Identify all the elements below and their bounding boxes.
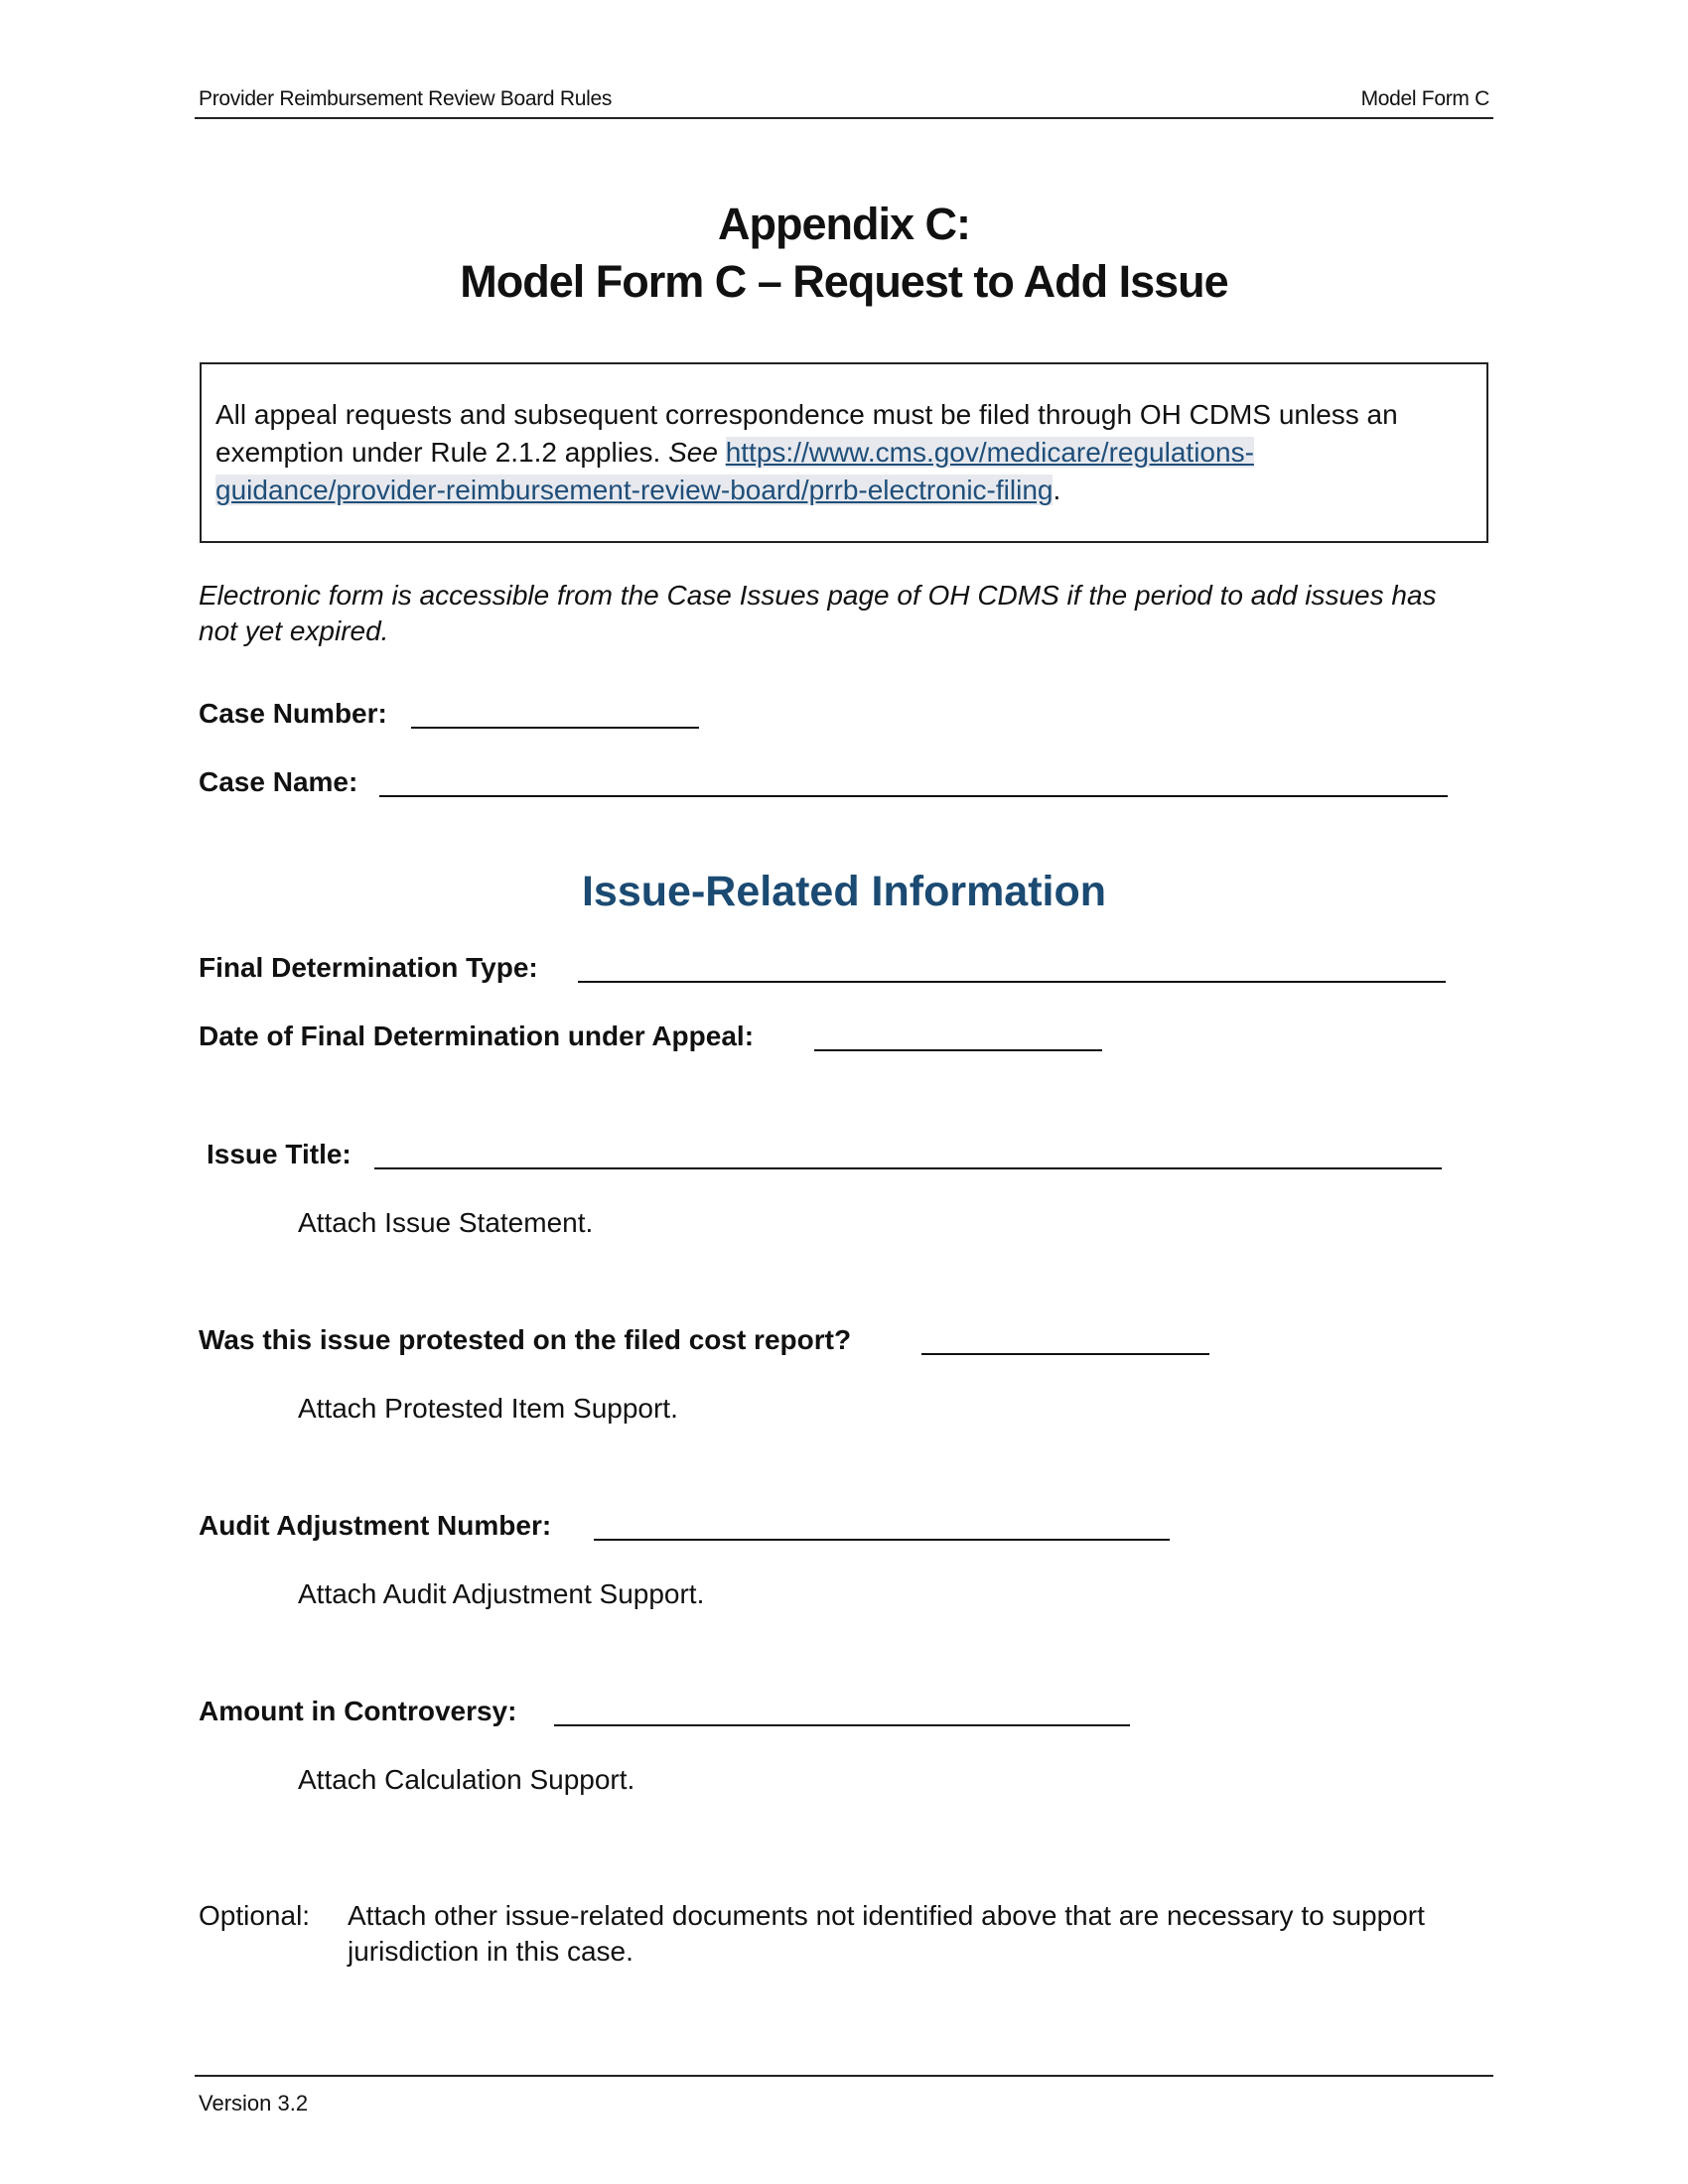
electronic-form-note: Electronic form is accessible from the Case Issues page of OH CDMS if the period to add issues has not yet expired.	[199, 580, 1437, 646]
running-header	[195, 85, 1493, 119]
notice-period: .	[1053, 475, 1061, 505]
notice-text: All appeal requests and subsequent correspondence must be filed through OH CDMS unless an exemption under Rule 2.1.2 applies.	[215, 399, 1398, 468]
case-name-blank[interactable]	[379, 795, 1448, 797]
footer-version: Version 3.2	[199, 2091, 309, 2116]
date-final-determination-label: Date of Final Determination under Appeal:	[199, 1021, 755, 1051]
audit-adjustment-label: Audit Adjustment Number:	[199, 1510, 552, 1541]
protested-label: Was this issue protested on the filed cost report?	[199, 1324, 852, 1355]
final-determination-type-blank[interactable]	[578, 981, 1446, 983]
page-title-line-1: Appendix C:	[718, 199, 970, 249]
case-number-blank[interactable]	[411, 727, 699, 729]
attach-audit-support: Attach Audit Adjustment Support.	[298, 1578, 705, 1609]
notice-see: See	[668, 437, 718, 468]
amount-in-controversy-label: Amount in Controversy:	[199, 1696, 517, 1726]
issue-title-label: Issue Title:	[207, 1139, 352, 1169]
attach-protested-support: Attach Protested Item Support.	[298, 1393, 678, 1424]
page-title-line-2: Model Form C – Request to Add Issue	[460, 256, 1228, 307]
attach-issue-statement: Attach Issue Statement.	[298, 1207, 594, 1238]
case-number-label: Case Number:	[199, 698, 387, 729]
section-heading: Issue-Related Information	[581, 868, 1107, 915]
attach-calculation-support: Attach Calculation Support.	[298, 1764, 635, 1795]
optional-text: Attach other issue-related documents not identified above that are necessary to support jurisdiction in this case.	[348, 1900, 1425, 1967]
protested-blank[interactable]	[921, 1353, 1209, 1355]
amount-in-controversy-blank[interactable]	[554, 1724, 1130, 1726]
audit-adjustment-blank[interactable]	[594, 1539, 1170, 1541]
filing-notice-box	[200, 362, 1488, 543]
optional-label: Optional:	[199, 1900, 311, 1931]
header-right-text: Model Form C	[1360, 87, 1489, 110]
date-final-determination-blank[interactable]	[814, 1049, 1102, 1051]
issue-title-blank[interactable]	[374, 1167, 1442, 1169]
header-left-text: Provider Reimbursement Review Board Rules	[199, 87, 613, 110]
case-name-label: Case Name:	[199, 766, 358, 797]
footer-rule	[195, 2075, 1493, 2077]
electronic-filing-link[interactable]: https://www.cms.gov/medicare/regulations-guidance/provider-reimbursement-review-board/prrb-electronic-filing	[215, 437, 1254, 505]
final-determination-type-label: Final Determination Type:	[199, 952, 538, 983]
